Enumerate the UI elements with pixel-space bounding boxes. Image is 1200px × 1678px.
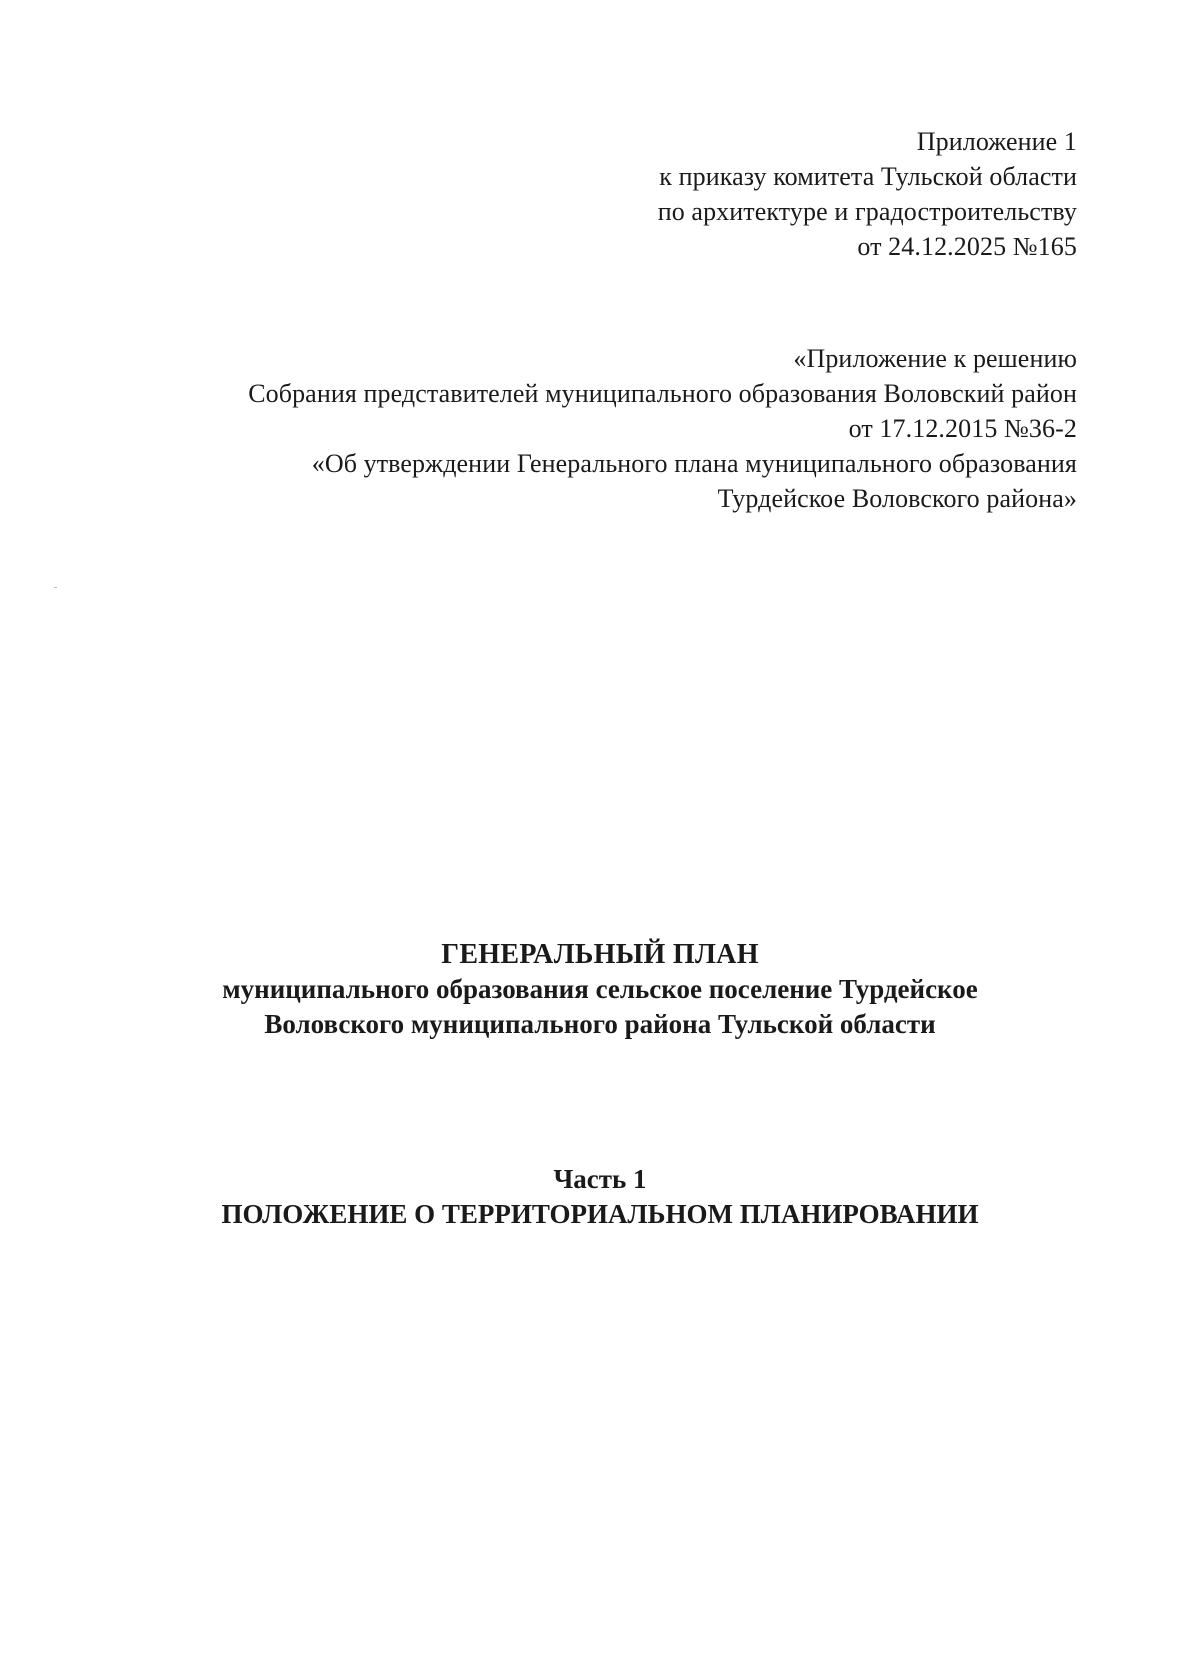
approval-line: от 24.12.2025 №165	[857, 232, 1077, 261]
decision-line: от 17.12.2015 №36-2	[848, 414, 1077, 443]
approval-line: Приложение 1	[916, 127, 1077, 156]
approval-line: по архитектуре и градостроительству	[657, 197, 1077, 226]
subtitle-line: Воловского муниципального района Тульской области	[264, 1009, 936, 1039]
decision-line: «Об утверждении Генерального плана муниципального образования	[311, 449, 1077, 478]
main-title: ГЕНЕРАЛЬНЫЙ ПЛАН	[441, 939, 759, 970]
document-title	[0, 937, 1200, 1042]
decision-line: Собрания представителей муниципального образования Воловский район	[248, 379, 1077, 408]
part-name: ПОЛОЖЕНИЕ О ТЕРРИТОРИАЛЬНОМ ПЛАНИРОВАНИИ	[221, 1199, 979, 1229]
decision-line: «Приложение к решению	[793, 344, 1077, 373]
decision-header	[248, 341, 1077, 516]
subtitle-line: муниципального образования сельское поселение Турдейское	[222, 974, 978, 1004]
part-number: Часть 1	[553, 1164, 647, 1194]
part-heading	[0, 1162, 1200, 1232]
approval-line: к приказу комитета Тульской области	[659, 162, 1077, 191]
decision-line: Турдейское Воловского района»	[717, 484, 1077, 513]
scan-artifact	[54, 587, 57, 588]
approval-header	[658, 124, 1077, 264]
